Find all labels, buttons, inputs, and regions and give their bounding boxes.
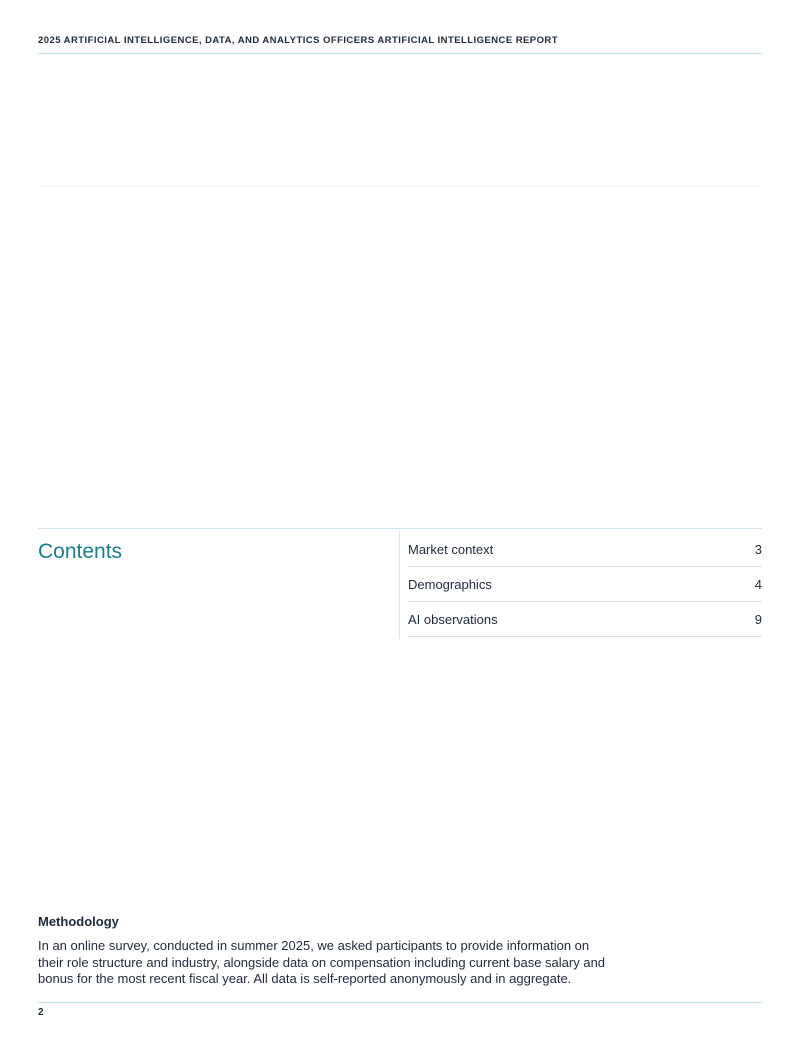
toc-item-market-context[interactable] [408, 532, 762, 567]
toc-item-page: 9 [754, 611, 762, 627]
toc-item-page: 3 [754, 541, 762, 557]
header-divider [38, 53, 762, 54]
running-header: 2025 ARTIFICIAL INTELLIGENCE, DATA, AND ANALYTICS OFFICERS ARTIFICIAL INTELLIGENCE REPORT [38, 35, 558, 46]
toc-item-label: Demographics [408, 576, 492, 592]
footer-divider [38, 1002, 762, 1003]
methodology-title: Methodology [38, 914, 119, 929]
toc-item-demographics[interactable] [408, 567, 762, 602]
toc-item-page: 4 [754, 576, 762, 592]
toc-item-ai-observations[interactable] [408, 602, 762, 637]
toc-item-label: Market context [408, 541, 494, 557]
toc-item-label: AI observations [408, 611, 498, 627]
page-number: 2 [38, 1007, 44, 1018]
contents-divider [38, 528, 762, 529]
table-of-contents [399, 532, 762, 639]
methodology-body: In an online survey, conducted in summer 2025, we asked participants to provide information on their role structure and industry, alongside data on compensation including current base salary and bonus for the most recent fiscal year. All data is self-reported anonymously and in aggregate. [38, 938, 606, 986]
section-divider [38, 186, 762, 187]
contents-title: Contents [38, 540, 123, 563]
